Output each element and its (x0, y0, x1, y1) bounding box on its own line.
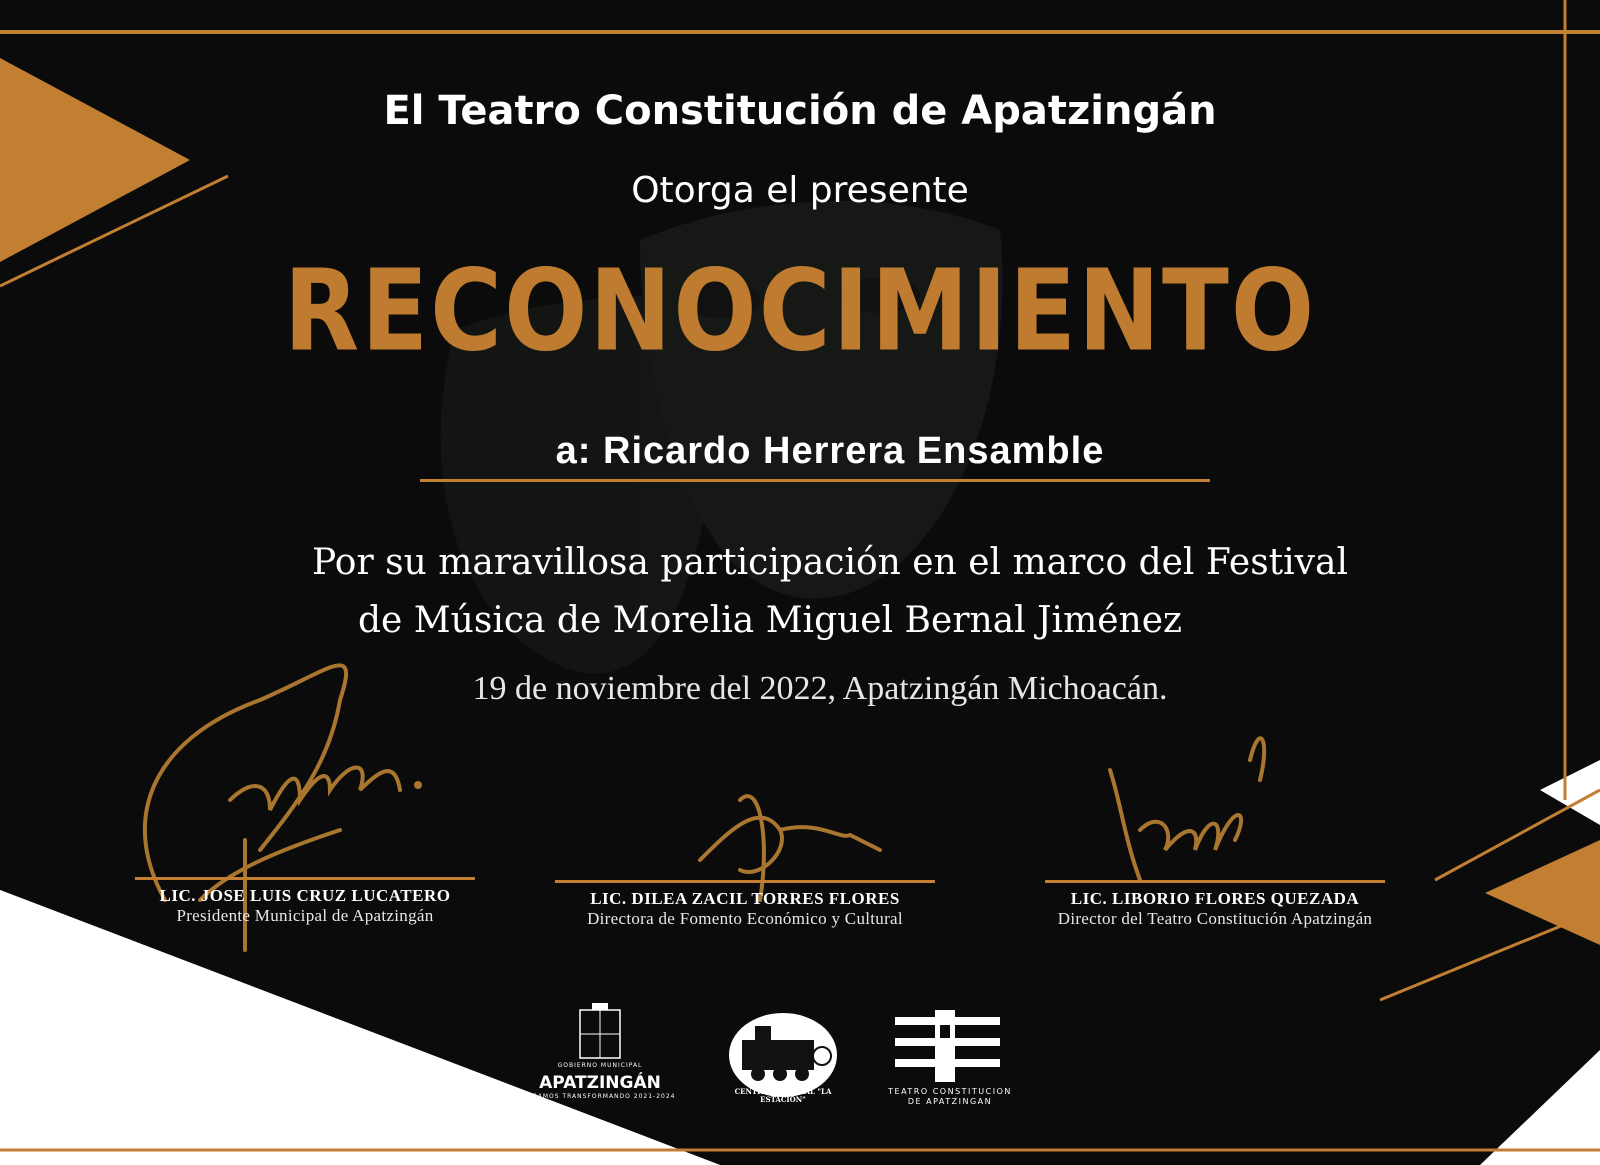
date-place: 19 de noviembre del 2022, Apatzingán Michoacán. (472, 670, 1168, 707)
signatory-role: Presidente Municipal de Apatzingán (176, 906, 434, 925)
recipient-name: a: Ricardo Herrera Ensamble (555, 430, 1105, 472)
signature-line (135, 877, 475, 880)
train-logo-text: CENTRO CULTURAL "LA ESTACION" (734, 1087, 832, 1104)
signatory-name: LIC. LIBORIO FLORES QUEZADA (1070, 889, 1360, 908)
signatory-block (1005, 880, 1425, 929)
teatro-logo (880, 1005, 1020, 1105)
reason-line-1: Por su maravillosa participación en el marco del Festival (312, 542, 1348, 583)
institution-name: El Teatro Constitución de Apatzingán (383, 88, 1217, 134)
gov-slogan-text: SIGAMOS TRANSFORMANDO 2021-2024 (524, 1093, 676, 1100)
teatro-logo-text: TEATRO CONSTITUCION DE APATZINGAN (888, 1087, 1012, 1106)
signature-line (555, 880, 935, 883)
signatory-role: Director del Teatro Constitución Apatzingán (1057, 909, 1373, 928)
signatory-role: Directora de Fomento Económico y Cultural (587, 909, 903, 928)
cultural-center-logo (718, 1010, 848, 1110)
signatory-block (540, 880, 950, 929)
signatory-name: LIC. DILEA ZACIL TORRES FLORES (590, 889, 900, 908)
gov-name-text: APATZINGÁN (539, 1073, 661, 1093)
signatory-block (130, 877, 480, 926)
municipal-logo (520, 1005, 680, 1105)
award-title: RECONOCIMIENTO (283, 246, 1317, 378)
intro-text: Otorga el presente (631, 170, 969, 211)
reason-line-2: de Música de Morelia Miguel Bernal Jiménez (358, 600, 1182, 641)
recipient-underline (420, 479, 1210, 482)
gov-top-text: GOBIERNO MUNICIPAL (557, 1062, 643, 1069)
signatory-name: LIC. JOSE LUIS CRUZ LUCATERO (159, 886, 451, 905)
signature-line (1045, 880, 1385, 883)
